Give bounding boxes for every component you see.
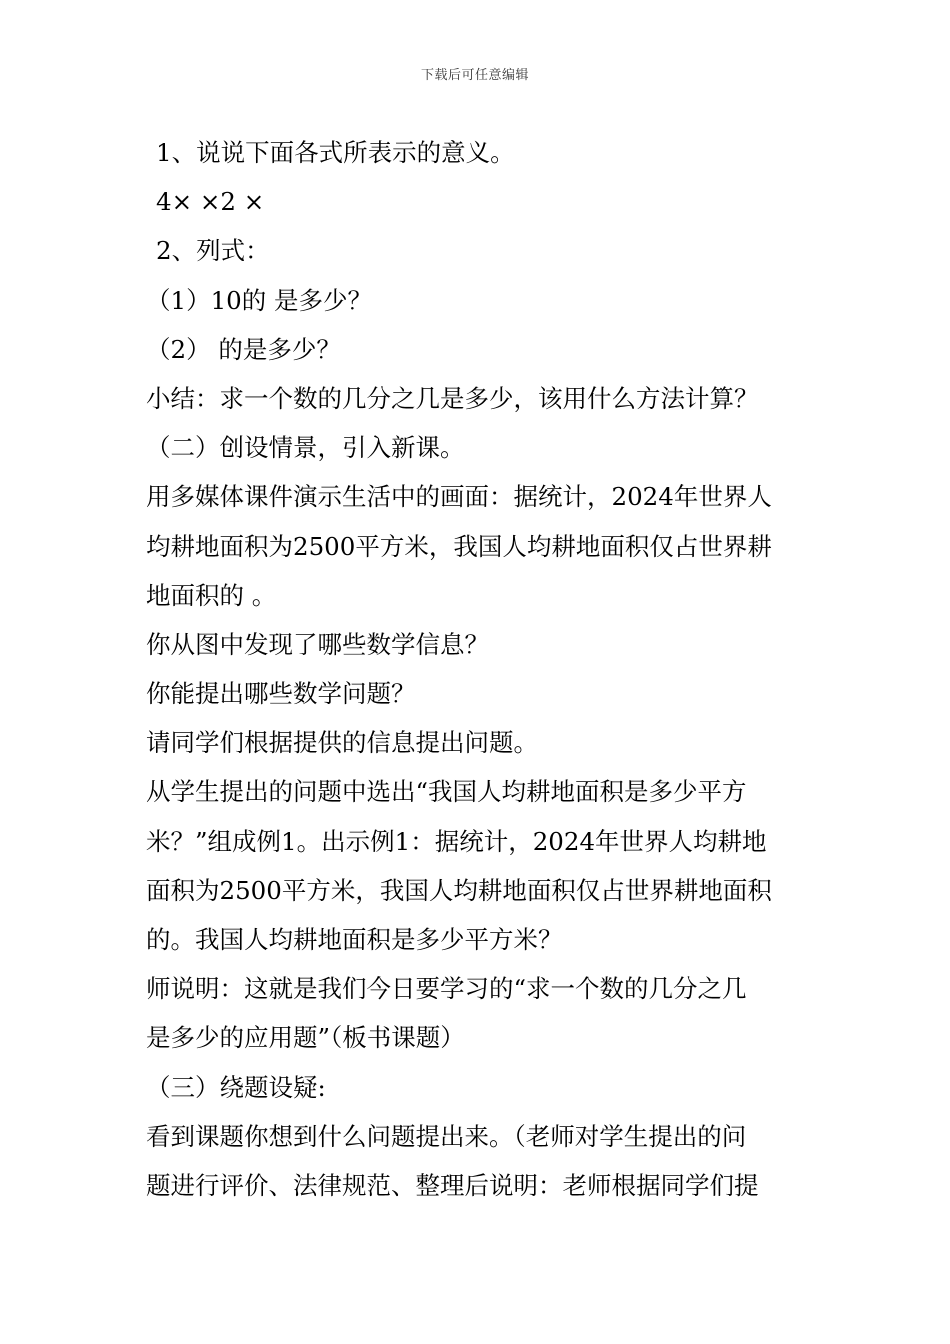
paragraph-line: 地面积的 。 [146,580,277,610]
paragraph-line: 4× ×2 × [156,187,265,217]
paragraph-line: 是多少的应用题”（板书课题） [146,1023,465,1053]
paragraph-line: 1、说说下面各式所表示的意义。 [156,138,515,167]
paragraph-line: （1）10的 是多少？ [146,285,373,315]
paragraph-line: 请同学们根据提供的信息提出问题。 [146,728,538,758]
paragraph-line: 题进行评价、法律规范、整理后说明：老师根据同学们提 [146,1170,759,1200]
paragraph-line: 的。我国人均耕地面积是多少平方米？ [146,925,563,954]
paragraph-line: 看到课题你想到什么问题提出来。（老师对学生提出的问 [146,1121,747,1151]
paragraph-line: （2） 的是多少？ [146,334,341,364]
paragraph-line: 2、列式： [156,236,270,266]
document-body [146,128,816,1210]
paragraph-line: 用多媒体课件演示生活中的画面：据统计，2024年世界人 [146,482,772,512]
section-heading: （二）创设情景，引入新课。 [146,433,465,463]
paragraph-line: 小结：求一个数的几分之几是多少，该用什么方法计算？ [146,383,759,413]
paragraph-line: 从学生提出的问题中选出“我国人均耕地面积是多少平方 [146,777,747,807]
paragraph-line: 面积为2500平方米，我国人均耕地面积仅占世界耕地面积 [146,875,772,905]
section-heading: （三）绕题设疑: [146,1072,326,1102]
paragraph-line: 你能提出哪些数学问题？ [146,679,416,709]
paragraph-line: 你从图中发现了哪些数学信息？ [146,629,489,659]
paragraph-line: 均耕地面积为2500平方米，我国人均耕地面积仅占世界耕 [146,531,772,561]
paragraph-line: 米？”组成例1。出示例1：据统计，2024年世界人均耕地 [146,826,767,856]
page-header: 下载后可任意编辑 [420,68,529,83]
paragraph-line: 师说明：这就是我们今日要学习的“求一个数的几分之几 [146,974,747,1004]
